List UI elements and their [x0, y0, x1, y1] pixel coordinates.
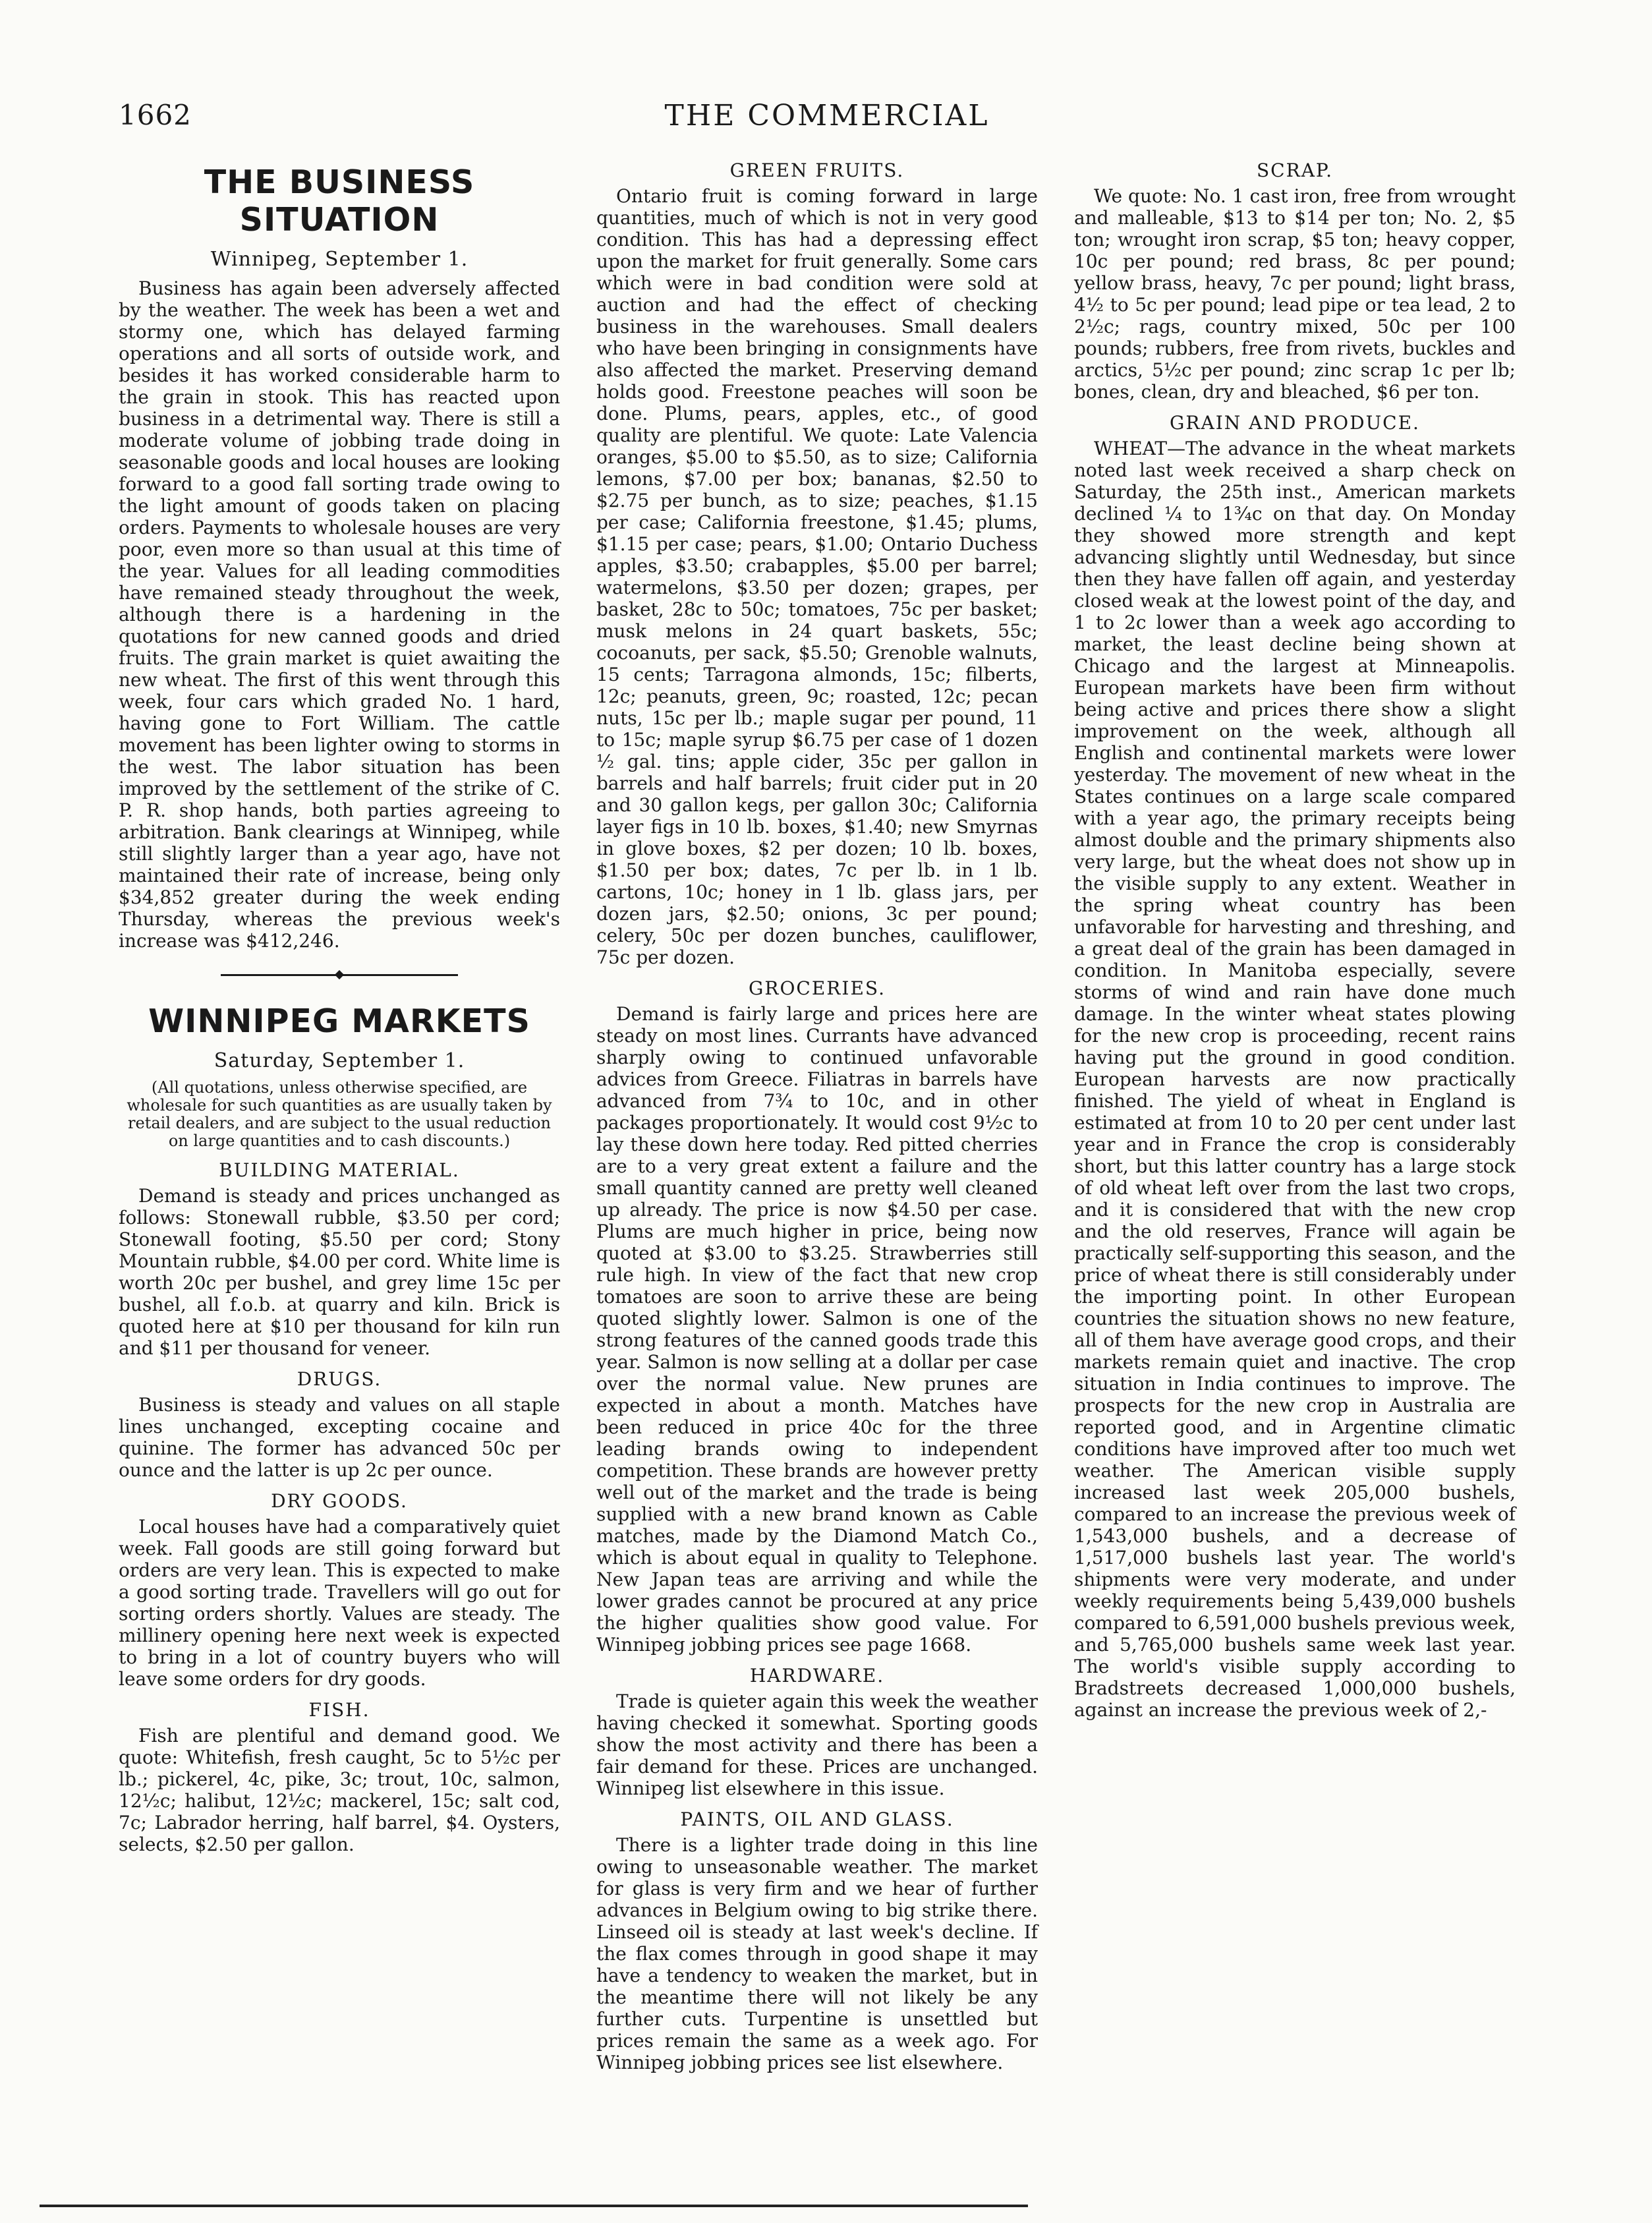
building-material-body: Demand is steady and prices unchanged as follows: Stonewall rubble, $3.50 per cord; Stonewall footing, $5.50 per cord; Stony Mountain rubble, $4.00 per cord. White lime is worth 20c per bushel, and grey lime 15c per bushel, all f.o.b. at quarry and kiln. Brick is quoted here at $10 per thousand for kiln run and $11 per thousand for veneer. [119, 1185, 560, 1359]
green-fruits-heading: GREEN FRUITS. [729, 159, 905, 181]
markets-dateline: Saturday, September 1. [214, 1049, 465, 1072]
grain-produce-body: WHEAT—The advance in the wheat markets noted last week received a sharp check on Saturday, the 25th inst., American markets declined ¼ to 1¾c on that day. On Monday they showed more strength and kept advancing slightly until Wednesday, but since then they have fallen off again, and yesterday closed weak at the lowest point of the day, and 1 to 2c lower than a week ago according to market, the least decline being shown at Chicago and the largest at Minneapolis. European markets have been firm without being active and prices there show a slight improvement on the week, although all English and continental markets were lower yesterday. The movement of new wheat in the States continues on a large scale compared with a year ago, the primary receipts being almost double and the primary shipments also very large, but the wheat does not show up in the visible supply to any extent. Weather in the spring wheat country has been unfavorable for harvesting and threshing, and a great deal of the grain has been damaged in condition. In Manitoba especially, severe storms of wind and rain have done much damage. In the winter wheat states plowing for the new crop is proceeding, recent rains having put the ground in good condition. European harvests are now practically finished. The yield of wheat in England is estimated at from 10 to 20 per cent under last year and in France the crop is considerably short, but this latter country has a large stock of old wheat left over from the last two crops, and it is considered that with the new crop and the old reserves, France will again be practically self-supporting this season, and the price of wheat there is still considerably under the importing point. In other European countries the situation shows no new feature, all of them have average good crops, and their markets remain quiet and inactive. The crop situation in India continues to improve. The prospects for the new crop in Australia are reported good, and in Argentine climatic conditions have improved after too much wet weather. The American visible supply increased last week 205,000 bushels, compared to an increase the previous week of 1,543,000 bushels, and a decrease of 1,517,000 bushels last year. The world's shipments were very moderate, and under weekly requirements being 5,439,000 bushels compared to 6,591,000 bushels previous week, and 5,765,000 bushels same week last year. The world's visible supply according to Bradstreets decreased 1,000,000 bushels, against an increase the previous week of 2,- [1074, 438, 1516, 1721]
paints-oil-glass-body: There is a lighter trade doing in this line owing to unseasonable weather. The market for glass is very firm and we hear of further advances in Belgium owing to big strike there. Linseed oil is steady at last week's decline. If the flax comes through in good shape it may have a tendency to weaken the market, but in the meantime there will not likely be any further cuts. Turpentine is unsettled but prices remain the same as a week ago. For Winnipeg jobbing prices see list elsewhere. [596, 1834, 1038, 2073]
dry-goods-body: Local houses have had a comparatively quiet week. Fall goods are still going forward but orders are very lean. This is expected to make a good sorting trade. Travellers will go out for sorting orders shortly. Values are steady. The millinery opening here next week is expected to bring in a lot of country buyers who will leave some orders for dry goods. [119, 1516, 560, 1690]
green-fruits-body: Ontario fruit is coming forward in large quantities, much of which is not in very good condition. This has had a depressing effect upon the market for fruit generally. Some cars which were in bad condition were sold at auction and had the effect of checking business in the warehouses. Small dealers who have been bringing in consignments have also affected the market. Preserving demand holds good. Freestone peaches will soon be done. Plums, pears, apples, etc., of good quality are plentiful. We quote: Late Valencia oranges, $5.00 to $5.50, as to size; California lemons, $7.00 per box; bananas, $2.50 to $2.75 per bunch, as to size; peaches, $1.15 per case; California freestone, $1.45; plums, $1.15 per case; pears, $1.00; Ontario Duchess apples, $3.50; crabapples, $5.00 per barrel; watermelons, $3.50 per dozen; grapes, per basket, 28c to 50c; tomatoes, 75c per basket; musk melons in 24 quart baskets, 55c; cocoanuts, per sack, $5.50; Grenoble walnuts, 15 cents; Tarragona almonds, 15c; filberts, 12c; peanuts, green, 9c; roasted, 12c; pecan nuts, 15c per lb.; maple sugar per pound, 11 to 15c; maple syrup $6.75 per case of 1 dozen ½ gal. tins; apple cider, 35c per gallon in barrels and half barrels; fruit cider put in 20 and 30 gallon kegs, per gallon 30c; California layer figs in 10 lb. boxes, $1.40; new Smyrnas in glove boxes, $2 per dozen; 10 lb. boxes, $1.50 per box; dates, 7c per lb. in 1 lb. cartons, 10c; honey in 1 lb. glass jars, per dozen jars, $2.50; onions, 3c per pound; celery, 50c per dozen bunches, cauliflower, 75c per dozen. [596, 185, 1038, 968]
scrap-heading: SCRAP. [1257, 159, 1333, 181]
drugs-body: Business is steady and values on all staple lines unchanged, excepting cocaine and quinine. The former has advanced 50c per ounce and the latter is up 2c per ounce. [119, 1394, 560, 1481]
groceries-body: Demand is fairly large and prices here are steady on most lines. Currants have advanced sharply owing to continued unfavorable advices from Greece. Filiatras in barrels have advanced from 7¾ to 10c, and in other packages proportionately. It would cost 9½c to lay these down here today. Red pitted cherries are to a very great extent a failure and the small quantity canned are pretty well cleaned up already. The price is now $4.50 per case. Plums are much higher in price, being now quoted at $3.00 to $3.25. Strawberries still rule high. In view of the fact that new crop tomatoes are soon to arrive these are being quoted slightly lower. Salmon is one of the strong features of the canned goods trade this year. Salmon is now selling at a dollar per case over the normal value. New prunes are expected in about a month. Matches have been reduced in price 40c for the three leading brands owing to independent competition. These brands are however pretty well out of the market and the trade is being supplied with a new brand known as Cable matches, made by the Diamond Match Co., which is about equal in quality to Telephone. New Japan teas are arriving and while the lower grades cannot be procured at any price the higher qualities show good value. For Winnipeg jobbing prices see page 1668. [596, 1003, 1038, 1656]
publication-title: THE COMMERCIAL [664, 99, 990, 132]
section-divider [221, 974, 458, 976]
winnipeg-markets-headline: WINNIPEG MARKETS [148, 1002, 530, 1040]
bottom-rule [40, 2205, 1028, 2207]
business-situation-body: Business has again been adversely affected by the weather. The week has been a wet and stormy one, which has delayed farming operations and all sorts of outside work, and besides it has worked considerable harm to the grain in stook. This has reacted upon business in a detrimental way. There is still a moderate volume of jobbing trade doing in seasonable goods and local houses are looking forward to a good fall sorting trade owing to the light amount of goods taken on placing orders. Payments to wholesale houses are very poor, even more so than usual at this time of the year. Values for all leading commodities have remained steady throughout the week, although there is a hardening in the quotations for new canned goods and dried fruits. The grain market is quiet awaiting the new wheat. The first of this went through this week, four cars which graded No. 1 hard, having gone to Fort William. The cattle movement has been lighter owing to storms in the west. The labor situation has been improved by the settlement of the strike of C. P. R. shop hands, both parties agreeing to arbitration. Bank clearings at Winnipeg, while still slightly larger than a year ago, have not maintained their rate of increase, being only $34,852 greater during the week ending Thursday, whereas the previous week's increase was $412,246. [119, 277, 560, 952]
column-1 [119, 158, 560, 1855]
building-material-heading: BUILDING MATERIAL. [219, 1159, 460, 1181]
hardware-heading: HARDWARE. [749, 1665, 885, 1687]
drugs-heading: DRUGS. [297, 1368, 382, 1390]
quotations-note: (All quotations, unless otherwise specified, are wholesale for such quantities as are usually taken by retail dealers, and are subject to the usual reduction on large quantities and to cash discounts.) [127, 1078, 552, 1150]
fish-heading: FISH. [308, 1699, 370, 1721]
column-3 [1074, 158, 1516, 1721]
scrap-body: We quote: No. 1 cast iron, free from wrought and malleable, $13 to $14 per ton; No. 2, $5 ton; wrought iron scrap, $5 ton; heavy copper, 10c per pound; red brass, 8c per pound; yellow brass, heavy, 7c per pound; light brass, 4½ to 5c per pound; lead pipe or tea lead, 2 to 2½c; rags, country mixed, 50c per 100 pounds; rubbers, free from rivets, buckles and arctics, 5½c per pound; zinc scrap 1c per lb; bones, clean, dry and bleached, $6 per ton. [1074, 185, 1516, 403]
business-situation-headline: THE BUSINESS SITUATION [204, 163, 475, 239]
paints-oil-glass-heading: PAINTS, OIL AND GLASS. [680, 1808, 954, 1830]
page-header [119, 99, 1535, 138]
hardware-body: Trade is quieter again this week the weather having checked it somewhat. Sporting goods show the most activity and there has been a fair demand for these. Prices are unchanged. Winnipeg list elsewhere in this issue. [596, 1690, 1038, 1799]
fish-body: Fish are plentiful and demand good. We quote: Whitefish, fresh caught, 5c to 5½c per lb.; pickerel, 4c, pike, 3c; trout, 10c, salmon, 12½c; halibut, 12½c; mackerel, 15c; salt cod, 7c; Labrador herring, half barrel, $4. Oysters, selects, $2.50 per gallon. [119, 1725, 560, 1855]
dry-goods-heading: DRY GOODS. [271, 1490, 408, 1512]
groceries-heading: GROCERIES. [749, 977, 886, 999]
grain-produce-heading: GRAIN AND PRODUCE. [1170, 412, 1420, 434]
column-2 [596, 158, 1038, 2073]
page-number: 1662 [119, 99, 192, 131]
business-dateline: Winnipeg, September 1. [210, 248, 469, 271]
